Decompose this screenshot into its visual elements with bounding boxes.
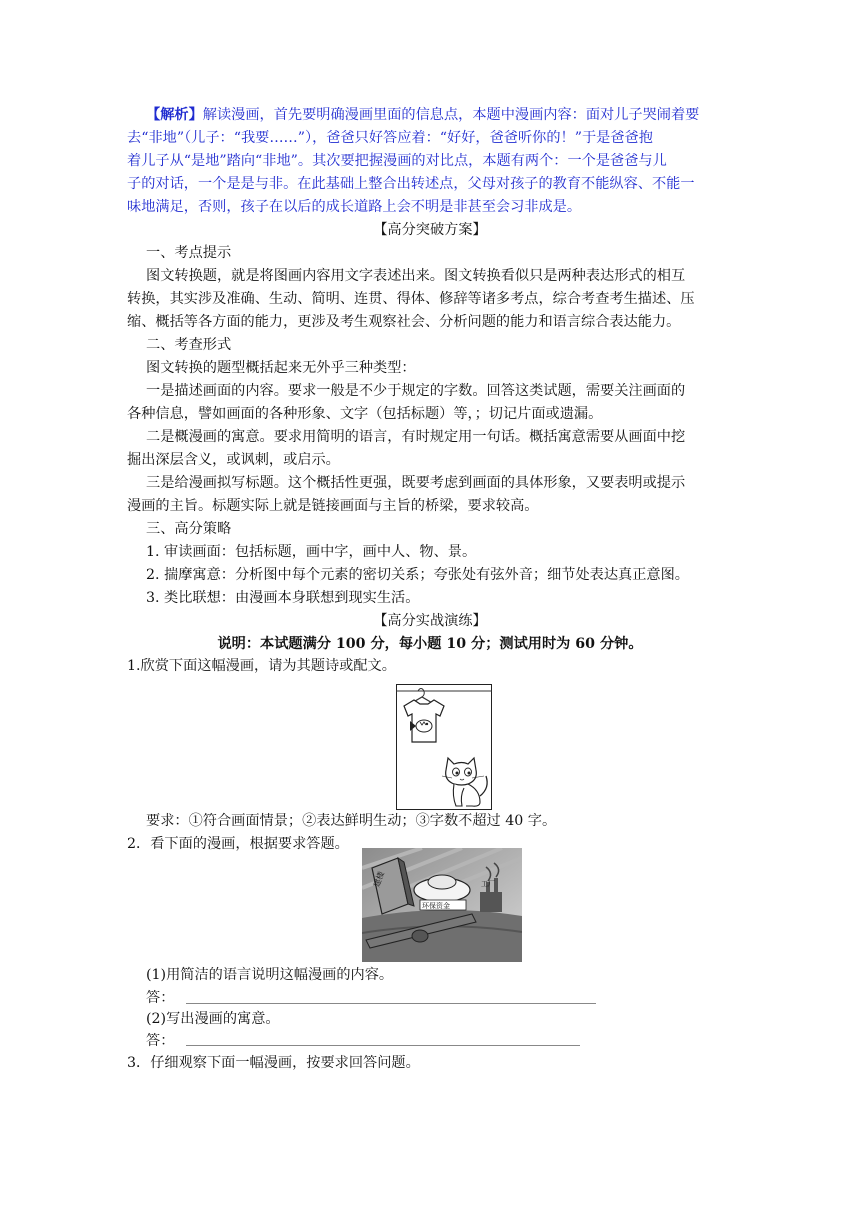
section-2-line-4: 二是概漫画的寓意。要求用简明的语言，有时规定用一句话。概括寓意需要从画面中挖: [146, 429, 686, 445]
cartoon-shirt-cat-drawing: [396, 684, 492, 810]
section-2-line-2: 一是描述画面的内容。要求一般是不少于规定的字数。回答这类试题，需要关注画面的: [146, 383, 686, 399]
section-2-line-5: 掘出深层含义，或讽刺，或启示。: [127, 452, 340, 468]
section-1-title: 一、考点提示: [146, 245, 232, 261]
answer-2-label: 答：: [146, 1033, 175, 1049]
section-2-line-6: 三是给漫画拟写标题。这个概括性更强，既要考虑到画面的具体形象，又要表明或提示: [146, 475, 686, 491]
section-1-line-3: 缩、概括等各方面的能力，更涉及考生观察社会、分析问题的能力和语言综合表达能力。: [127, 314, 681, 330]
analysis-line-2: 去“非地”（儿子：“我要……”），爸爸只好答应着：“好好，爸爸听你的！”于是爸爸抱: [127, 130, 653, 146]
analysis-line-1: 【解析】解读漫画，首先要明确漫画里面的信息点，本题中漫画内容：面对儿子哭闹着要: [146, 107, 700, 123]
cartoon-shirt-cat-image: [396, 684, 492, 810]
practice-note: 说明：本试题满分 100 分，每小题 10 分；测试用时为 60 分钟。: [217, 636, 643, 652]
plan-heading: 【高分突破方案】: [373, 222, 487, 238]
section-2-title: 二、考查形式: [146, 337, 232, 353]
practice-heading: 【高分实战演练】: [373, 613, 487, 629]
question-1: 1.欣赏下面这幅漫画，请为其题诗或配文。: [127, 658, 396, 674]
strategy-item-3: 3. 类比联想：由漫画本身联想到现实生活。: [146, 590, 420, 606]
analysis-line-5: 味地满足，否则，孩子在以后的成长道路上会不明是非甚至会习非成是。: [127, 199, 582, 215]
question-2-sub-2: (2)写出漫画的寓意。: [146, 1011, 280, 1027]
analysis-line-4: 子的对话，一个是是与非。在此基础上整合出转述点，父母对孩子的教育不能纵容、不能一: [127, 176, 695, 192]
answer-1-label: 答：: [146, 990, 175, 1006]
section-2-line-7: 漫画的主旨。标题实际上就是链接画面与主旨的桥梁，要求较高。: [127, 498, 539, 514]
question-2: 2．看下面的漫画，根据要求答题。: [127, 836, 349, 852]
fund-label: 环保资金: [422, 902, 450, 910]
section-2-line-1: 图文转换的题型概括起来无外乎三种类型：: [146, 360, 416, 376]
answer-1-blank[interactable]: [186, 1003, 596, 1004]
cartoon-environment-fund-drawing: [362, 848, 522, 962]
strategy-item-1: 1. 审读画面：包括标题，画中字，画中人、物、景。: [146, 544, 477, 560]
cartoon-environment-fund-image: [362, 848, 522, 962]
section-3-title: 三、高分策略: [146, 521, 232, 537]
section-1-line-1: 图文转换题，就是将图画内容用文字表述出来。图文转换看似只是两种表达形式的相互: [146, 268, 686, 284]
answer-2-blank[interactable]: [186, 1045, 580, 1046]
analysis-tag: 【解析】: [146, 107, 203, 123]
section-2-line-3: 各种信息，譬如画面的各种形象、文字（包括标题）等，；切记片面或遗漏。: [127, 406, 603, 422]
question-1-requirement: 要求：①符合画面情景；②表达鲜明生动；③字数不超过 40 字。: [146, 813, 557, 829]
factory-label: 工厂: [481, 880, 495, 888]
question-2-sub-1: (1)用简洁的语言说明这幅漫画的内容。: [146, 967, 394, 983]
analysis-line-3: 着儿子从“是地”踏向“非地”。其次要把握漫画的对比点，本题有两个：一个是爸爸与儿: [127, 153, 667, 169]
building-label: 建楼: [372, 870, 386, 889]
question-3: 3．仔细观察下面一幅漫画，按要求回答问题。: [127, 1055, 420, 1071]
strategy-item-2: 2. 揣摩寓意：分析图中每个元素的密切关系；夸张处有弦外音；细节处表达真正意图。: [146, 567, 689, 583]
section-1-line-2: 转换，其实涉及准确、生动、简明、连贯、得体、修辞等诸多考点，综合考查考生描述、压: [127, 291, 695, 307]
